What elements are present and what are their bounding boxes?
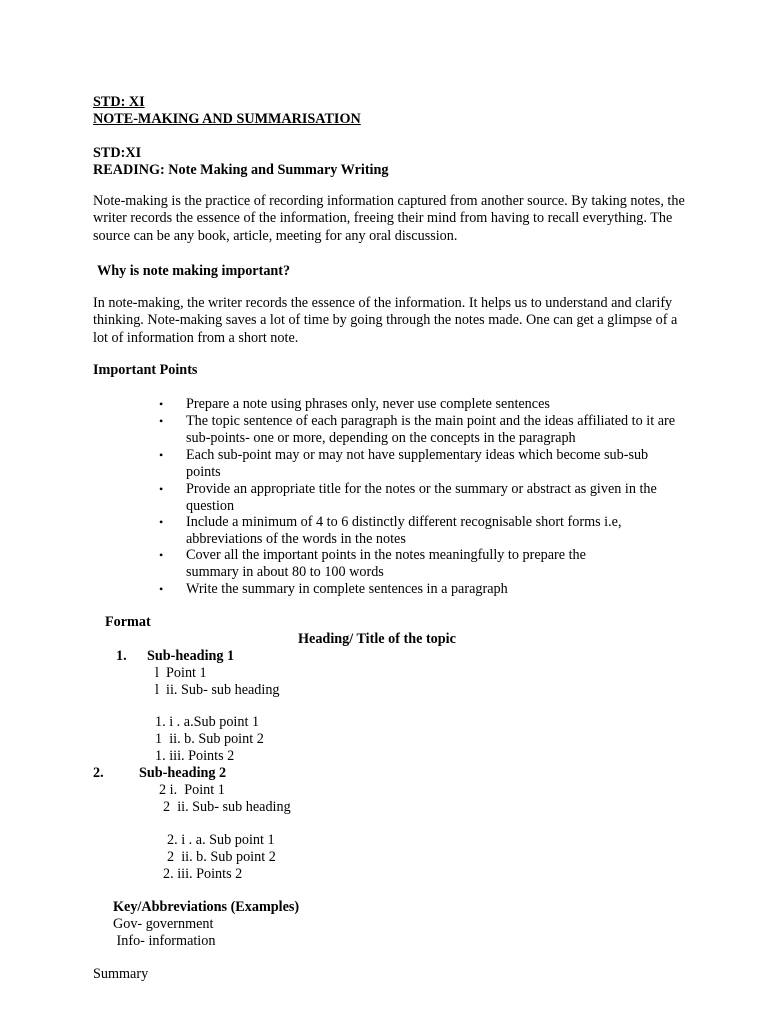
- list-item-text: Include a minimum of 4 to 6 distinctly different recognisable short forms i.e, abbreviations of the words in the notes: [186, 514, 622, 547]
- list-item-text: The topic sentence of each paragraph is the main point and the ideas affiliated to it are sub-points- one or more, depending on the concepts in the paragraph: [186, 413, 676, 446]
- abbreviation-item: Gov- government: [113, 916, 214, 932]
- sub-heading-1: Sub-heading 1: [147, 648, 235, 664]
- sub1-sub-point: 1 ii. b. Sub point 2: [155, 731, 264, 747]
- bullet-icon: •: [159, 548, 164, 562]
- sub1-point-line: l Point 1: [155, 665, 207, 681]
- sub2-sub-point: 2. i . a. Sub point 1: [167, 832, 275, 848]
- list-item-text: Cover all the important points in the notes meaningfully to prepare the summary in about 80 to 100 words: [186, 547, 586, 580]
- sub2-point-line: 2 i. Point 1: [159, 782, 225, 798]
- sub-heading-2: Sub-heading 2: [139, 765, 227, 781]
- sub-heading-2-number: 2.: [93, 765, 104, 781]
- why-heading: Why is note making important?: [97, 263, 291, 279]
- sub1-point-line: l ii. Sub- sub heading: [155, 682, 280, 698]
- bullet-icon: •: [159, 482, 164, 496]
- bullet-icon: •: [159, 448, 164, 462]
- std-label: STD: XI: [93, 94, 145, 110]
- list-item-text: Write the summary in complete sentences in a paragraph: [186, 581, 508, 597]
- bullet-icon: •: [159, 414, 164, 428]
- reading-heading: READING: Note Making and Summary Writing: [93, 162, 389, 178]
- abbreviation-item: Info- information: [113, 933, 216, 949]
- bullet-icon: •: [159, 582, 164, 596]
- sub2-sub-point: 2 ii. b. Sub point 2: [167, 849, 276, 865]
- sub1-sub-point: 1. iii. Points 2: [155, 748, 235, 764]
- list-item-text: Provide an appropriate title for the notes or the summary or abstract as given in the question: [186, 481, 657, 514]
- why-paragraph: In note-making, the writer records the essence of the information. It helps us to understand and clarify thinking. Note-making saves a lot of time by going through the notes made. One can get a glimpse of a lot of information from a short note.: [93, 295, 678, 346]
- std-label-secondary: STD:XI: [93, 145, 142, 161]
- important-points-heading: Important Points: [93, 362, 198, 378]
- sub-heading-1-number: 1.: [116, 648, 127, 664]
- list-item-text: Prepare a note using phrases only, never use complete sentences: [186, 396, 550, 412]
- bullet-icon: •: [159, 397, 164, 411]
- sub2-sub-point: 2. iii. Points 2: [163, 866, 243, 882]
- intro-paragraph: Note-making is the practice of recording information captured from another source. By taking notes, the writer records the essence of the information, freeing their mind from having to recall everything. The source can be any book, article, meeting for any oral discussion.: [93, 193, 685, 244]
- summary-label: Summary: [93, 966, 149, 982]
- format-label: Format: [105, 614, 151, 630]
- list-item-text: Each sub-point may or may not have supplementary ideas which become sub-sub points: [186, 447, 649, 480]
- bullet-icon: •: [159, 515, 164, 529]
- key-abbreviations-heading: Key/Abbreviations (Examples): [113, 899, 300, 915]
- sub1-sub-point: 1. i . a.Sub point 1: [155, 714, 260, 730]
- format-heading: Heading/ Title of the topic: [298, 631, 456, 647]
- sub2-point-line: 2 ii. Sub- sub heading: [163, 799, 291, 815]
- document-title: NOTE-MAKING AND SUMMARISATION: [93, 111, 361, 127]
